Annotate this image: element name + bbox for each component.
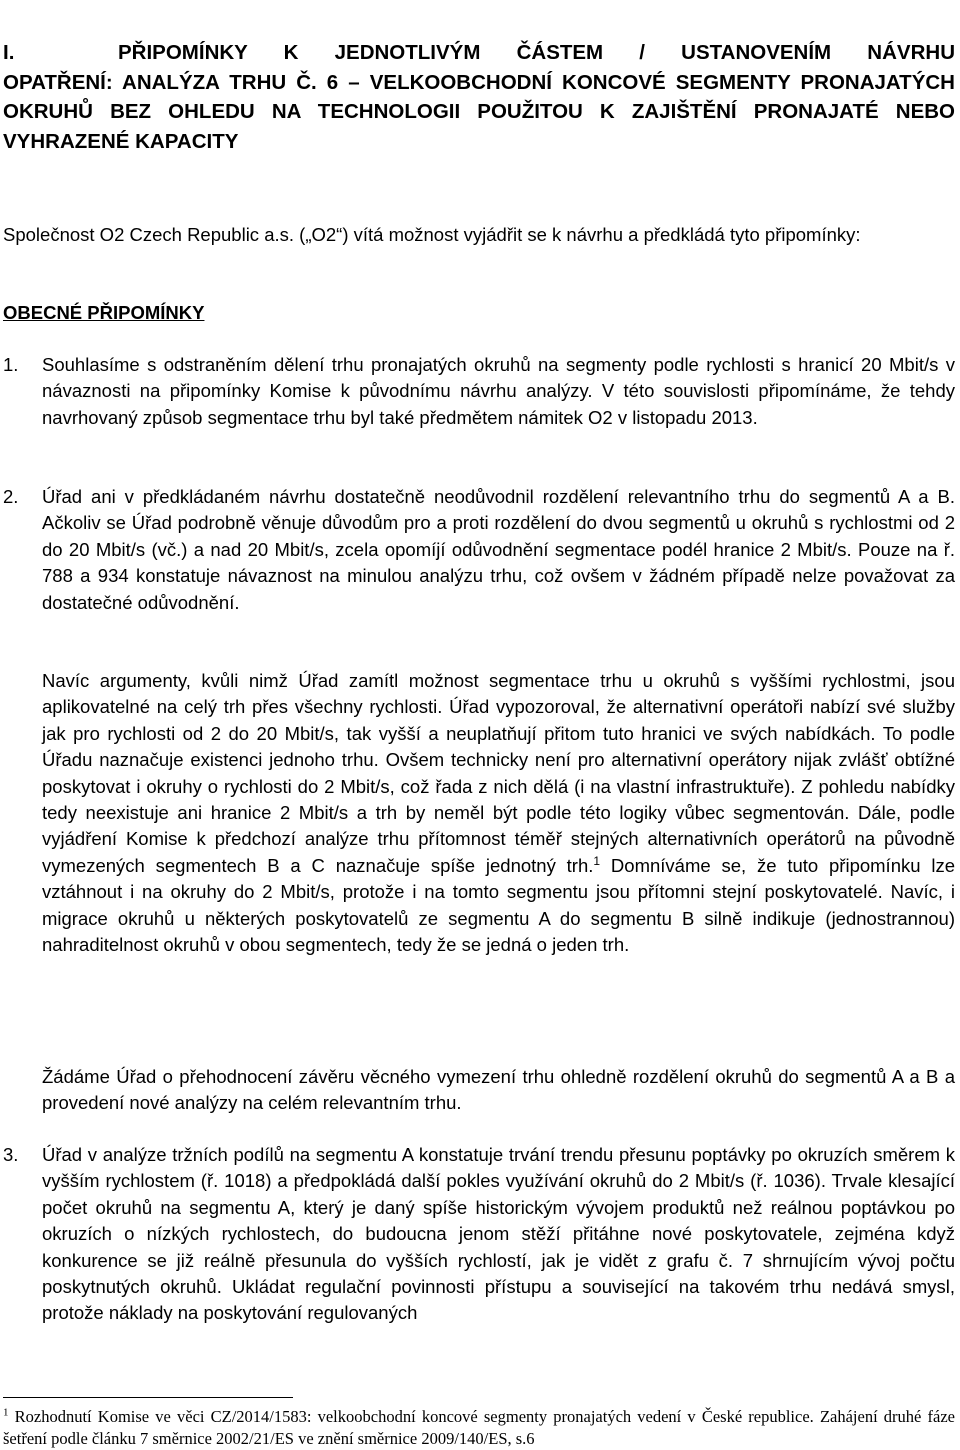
list-item-number: 2. bbox=[3, 486, 19, 507]
chapter-heading-text bbox=[3, 38, 955, 156]
footnote-separator bbox=[3, 1397, 293, 1398]
list-item-number: 3. bbox=[3, 1144, 19, 1165]
list-item bbox=[3, 484, 955, 616]
chapter-number: I. bbox=[3, 41, 15, 64]
footnote-reference: 1 bbox=[593, 853, 601, 868]
argument-paragraph-continuation: Domníváme se, že tuto připomínku lze vztáhnout i na okruhy do 2 Mbit/s, protože i na tomto segmentu jsou přítomni stejní poskytovatelé. Navíc, i migrace okruhů u některých poskytovatelů ze segmentu A do segmentu B silně indikuje (jednostrannou) nahraditelnost okruhů v obou segmentech, tedy že se jedná o jeden trh. bbox=[42, 854, 955, 956]
footnote-number: 1 bbox=[3, 1406, 9, 1419]
list-item-text: Úřad v analýze tržních podílů na segmentu A konstatuje trvání trendu přesunu poptávky po okruzích směrem k vyšším rychlostem (ř. 1018) a předpokládá další pokles využívání okruhů do 2 Mbit/s (ř. 1036). Trvale klesající počet okruhů na segmentu A, který je daný spíše historickým vývojem produktů než reálnou poptávkou po okruzích o nízkých rychlostech, do budoucna jenom stěží přitáhne nové poskytovatele, zejména když konkurence se již reálně přesunula do vyšších rychlostí, jak je vidět z grafu č. 7 shrnujícím vývoj počtu poskytnutých okruhů. Ukládat regulační povinnosti přístupu a související na takovém trhu nedává smysl, protože náklady na poskytování regulovaných bbox=[42, 1144, 955, 1324]
section-title: OBECNÉ PŘIPOMÍNKY bbox=[3, 302, 205, 323]
footnote-text: Rozhodnutí Komise ve věci CZ/2014/1583: velkoobchodní koncové segmenty pronajatých vedení v České republice. Zahájení druhé fáze šetření podle článku 7 směrnice 2002/21/ES ve znění směrnice 2009/140/ES, s.6 bbox=[3, 1407, 955, 1448]
chapter-heading bbox=[3, 38, 955, 156]
argument-paragraph bbox=[42, 668, 955, 958]
intro-paragraph: Společnost O2 Czech Republic a.s. („O2“) vítá možnost vyjádřit se k návrhu a předkládá tyto připomínky: bbox=[3, 224, 861, 245]
list-item-text: Úřad ani v předkládaném návrhu dostatečně neodůvodnil rozdělení relevantního trhu do segmentů A a B. Ačkoliv se Úřad podrobně věnuje důvodům pro a proti rozdělení do dvou segmentů u okruhů s rychlostmi od 2 do 20 Mbit/s (vč.) a nad 20 Mbit/s, zcela opomíjí odůvodnění segmentace podél hranice 2 Mbit/s. Pouze na ř. 788 a 934 konstatuje návaznost na minulou analýzu trhu, což ovšem v žádném případě nelze považovat za dostatečné odůvodnění. bbox=[42, 486, 955, 613]
list-item bbox=[3, 352, 955, 431]
request-paragraph: Žádáme Úřad o přehodnocení závěru věcného vymezení trhu ohledně rozdělení okruhů do segmentů A a B a provedení nové analýzy na celém relevantním trhu. bbox=[42, 1066, 955, 1114]
list-item-number: 1. bbox=[3, 354, 19, 375]
footnote bbox=[3, 1406, 955, 1450]
chapter-heading-rest: OPATŘENÍ: ANALÝZA TRHU Č. 6 – VELKOOBCHODNÍ KONCOVÉ SEGMENTY PRONAJATÝCH OKRUHŮ BEZ OHLEDU NA TECHNOLOGII POUŽITOU K ZAJIŠTĚNÍ PRONAJATÉ NEBO VYHRAZENÉ KAPACITY bbox=[3, 70, 955, 153]
list-item-text: Souhlasíme s odstraněním dělení trhu pronajatých okruhů na segmenty podle rychlosti s hranicí 20 Mbit/s v návaznosti na připomínky Komise k původnímu návrhu analýzy. V této souvislosti připomínáme, že tehdy navrhovaný způsob segmentace trhu byl také předmětem námitek O2 v listopadu 2013. bbox=[42, 354, 955, 428]
list-item bbox=[3, 1142, 955, 1327]
chapter-heading-line-1: PŘIPOMÍNKY K JEDNOTLIVÝM ČÁSTEM / USTANOVENÍM NÁVRHU bbox=[118, 41, 955, 64]
argument-paragraph-text: Navíc argumenty, kvůli nimž Úřad zamítl možnost segmentace trhu u okruhů s vyššími rychlostmi, jsou aplikovatelné na celý trh přes všechny rychlosti. Úřad vypozoroval, že alternativní operátoři nabízí své služby jak pro rychlosti od 2 do 20 Mbit/s, tak vyšší a neuplatňují přitom tuto hranici ve svých nabídkách. To podle Úřadu naznačuje existenci jednoho trhu. Ovšem technicky není pro alternativní operátory nijak zvlášť obtížné poskytovat i okruhy o rychlosti do 2 Mbit/s, což řada z nich dělá (i na vlastní infrastruktuře). Z pohledu nabídky tedy neexistuje ani hranice 2 Mbit/s a trh by neměl být podle této logiky vůbec segmentován. Dále, podle vyjádření Komise k předchozí analýze trhu přítomnost téměř stejných alternativních operátorů na původně vymezených segmentech B a C naznačuje spíše jednotný trh. bbox=[42, 670, 955, 876]
